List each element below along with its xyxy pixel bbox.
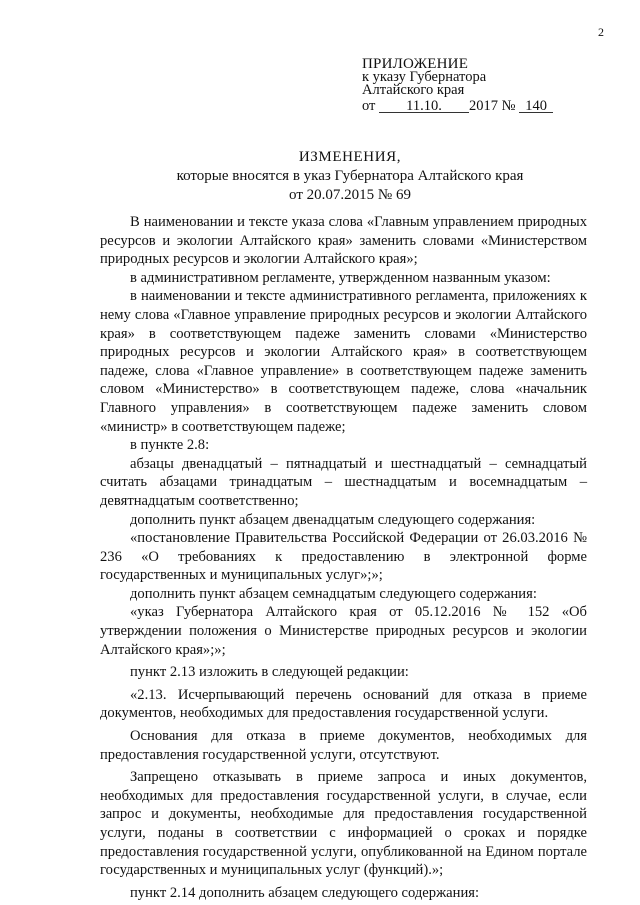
appendix-title: ПРИЛОЖЕНИЕ xyxy=(362,56,469,72)
appendix-line-2: Алтайского края xyxy=(362,82,465,98)
appendix-block xyxy=(362,58,582,113)
decree-year: 2017 xyxy=(469,98,499,114)
paragraph: дополнить пункт абзацем двенадцатым следующего содержания: xyxy=(130,511,536,528)
paragraph: Основания для отказа в приеме документов, необходимых для предоставления государственной услуги, отсутствуют. xyxy=(100,728,587,763)
decree-date-row xyxy=(362,100,582,113)
paragraph: пункт 2.13 изложить в следующей редакции: xyxy=(130,664,409,681)
paragraph: дополнить пункт абзацем семнадцатым следующего содержания: xyxy=(130,585,537,602)
document-heading xyxy=(60,148,640,205)
heading-title: ИЗМЕНЕНИЯ, xyxy=(298,149,402,165)
paragraph: «указ Губернатора Алтайского края от 05.12.2016 № 152 «Об утверждении положения о Министерстве природных ресурсов и экологии Алтайского края»;»; xyxy=(100,604,587,658)
paragraph: в административном регламенте, утвержденном названным указом: xyxy=(130,269,551,286)
paragraph: в пункте 2.8: xyxy=(130,437,210,454)
heading-line-1: которые вносятся в указ Губернатора Алтайского края xyxy=(176,168,524,184)
paragraph: «2.13. Исчерпывающий перечень оснований для отказа в приеме документов, необходимых для предоставления государственной услуги. xyxy=(100,686,587,722)
appendix-line-1: к указу Губернатора xyxy=(362,69,487,85)
number-sign: № xyxy=(501,98,516,114)
decree-number: 140 xyxy=(519,100,553,113)
heading-line-2: от 20.07.2015 № 69 xyxy=(289,187,411,203)
paragraph: пункт 2.14 дополнить абзацем следующего содержания: xyxy=(130,884,480,901)
paragraph: абзацы двенадцатый – пятнадцатый и шестнадцатый – семнадцатый считать абзацами тринадцатым – шестнадцатым и восемнадцатым – девятнадцатым соответственно; xyxy=(100,455,587,509)
paragraph: Запрещено отказывать в приеме запроса и иных документов, необходимых для предоставления государственной услуги, в случае, если запрос и документы, необходимые для предоставления государственной услуги, поданы в соответствии с информацией о сроках и порядке предоставления государственной услуги, опубликованной на Едином портале государственных и муниципальных услуг (функций).»; xyxy=(100,769,587,879)
paragraph: «постановление Правительства Российской Федерации от 26.03.2016 № 236 «О требованиях к предоставлению в электронной форме государственных и муниципальных услуг»;»; xyxy=(100,530,587,584)
paragraph: в наименовании и тексте административного регламента, приложениях к нему слова «Главное управление природных ресурсов и экологии Алтайского края» в соответствующем падеже заменить словами «Министерство природных ресурсов и экологии Алтайского края» в соответствующем падеже, слова «Главное управление» в соответствующем падеже заменить словом «Министерство» в соответствующем падеже, слова «начальник Главного управления» в соответствующем падеже заменить словом «министр» в соответствующем падеже; xyxy=(100,288,587,435)
document-body xyxy=(100,213,587,902)
decree-date: 11.10. xyxy=(379,100,469,113)
from-label: от xyxy=(362,98,376,114)
paragraph: В наименовании и тексте указа слова «Главным управлением природных ресурсов и экологии Алтайского края» заменить словами «Министерством природных ресурсов и экологии Алтайского края»; xyxy=(100,214,587,268)
page-number: 2 xyxy=(598,25,604,39)
